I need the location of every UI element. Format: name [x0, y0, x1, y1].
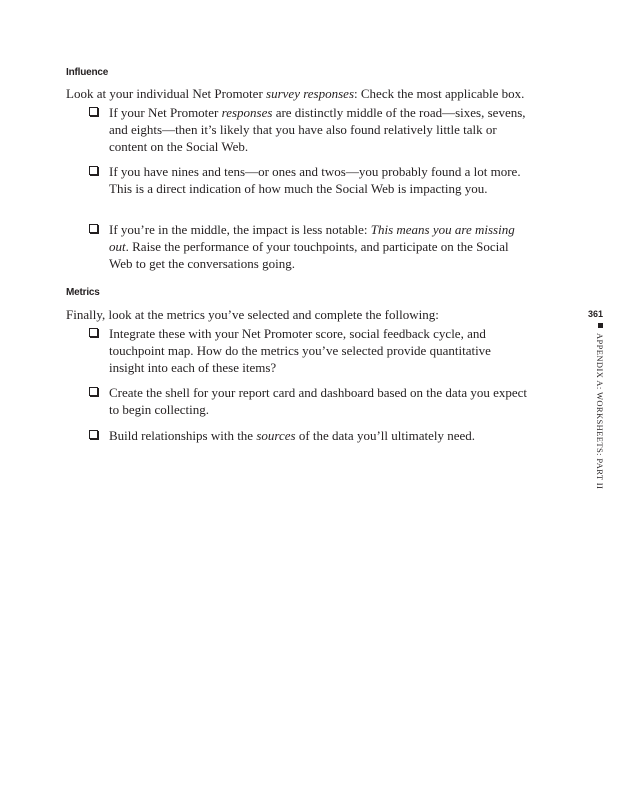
running-head-text: APPENDIX A: WORKSHEETS: PART II [595, 333, 605, 490]
item-text: If you’re in the middle, the impact is less notable: This means you are missing out. Raise the performance of your touchpoints, and participate on the Social Web to get the conversations going. [109, 222, 515, 271]
intro-emphasis: survey responses [266, 86, 355, 101]
running-head [595, 323, 605, 489]
intro-text: Look at your individual Net Promoter [66, 86, 267, 101]
item-text: Build relationships with the sources of the data you’ll ultimately need. [109, 428, 475, 443]
section-heading-metrics: Metrics [66, 287, 100, 298]
checkbox-icon[interactable] [89, 387, 98, 396]
checkbox-icon[interactable] [89, 430, 98, 439]
intro-text-end: : Check the most applicable box. [354, 86, 525, 101]
checklist-item [89, 104, 529, 155]
checklist-item [89, 384, 529, 418]
item-text: If your Net Promoter responses are distinctly middle of the road—sixes, sevens, and eights—then it’s likely that you have also found relatively little talk or content on the Social Web. [109, 105, 526, 154]
section-heading-influence: Influence [66, 67, 109, 78]
sidebar [588, 309, 608, 499]
metrics-intro: Finally, look at the metrics you’ve selected and complete the following: [66, 307, 439, 322]
influence-intro [66, 85, 536, 102]
checkbox-icon[interactable] [89, 107, 98, 116]
square-bullet-icon [598, 323, 603, 328]
checklist-item [89, 427, 529, 444]
checkbox-icon[interactable] [89, 224, 98, 233]
page-number: 361 [588, 309, 604, 319]
checklist-item [89, 163, 529, 197]
item-text: If you have nines and tens—or ones and twos—you probably found a lot more. This is a direct indication of how much the Social Web is impacting you. [109, 164, 521, 196]
checkbox-icon[interactable] [89, 166, 98, 175]
checklist-item [89, 325, 529, 376]
item-text: Create the shell for your report card and dashboard based on the data you expect to begin collecting. [109, 385, 528, 417]
checklist-item [89, 221, 529, 272]
item-text: Integrate these with your Net Promoter score, social feedback cycle, and touchpoint map. How do the metrics you’ve selected provide quantitative insight into each of these items? [109, 326, 491, 375]
checkbox-icon[interactable] [89, 328, 98, 337]
